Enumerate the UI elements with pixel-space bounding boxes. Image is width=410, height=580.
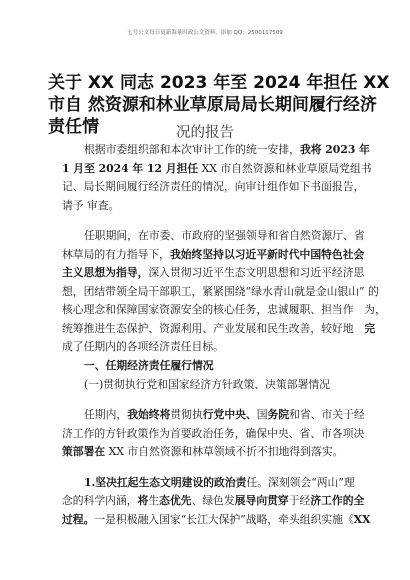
text-run: 行党中央、: [202, 408, 257, 422]
text-run: 想，团结带领全局干部职工，紧紧围绕“绿水青山就是金山银山” 的: [62, 284, 379, 298]
text-run: 态优先: [159, 494, 192, 508]
text-run: 任。深刻领会“两山”理: [246, 475, 355, 489]
text-run: 根据市委组织部和本次审计工作的统一安排，: [84, 143, 300, 156]
text-run: 策部署在: [62, 445, 106, 459]
text-line: [62, 141, 370, 160]
text-run: XX 市自然资源和林业草原局党组书: [198, 161, 372, 175]
text-run: 于经: [288, 494, 311, 508]
text-run: 展导向贯穿: [234, 494, 289, 508]
header-note: 七号公文每日更新海量时政公文资料，添加 QQ：2500117509: [127, 30, 283, 36]
text-run: XX 市自然资源和林草领域不折不扣地得到落实。: [105, 445, 344, 459]
text-run: 请予 审查。: [62, 198, 120, 212]
text-run: 、绿色发: [191, 494, 235, 508]
text-line: [62, 474, 355, 493]
text-run: 过程。: [62, 512, 95, 526]
text-run: 任职期间，在市委、市政府的坚强领导和省自然资源厅、省: [84, 229, 365, 243]
text-line: [62, 246, 365, 265]
text-line: [62, 406, 365, 425]
text-line: [62, 197, 348, 216]
text-run: 我始终坚持以习近平新时代中国特色社会: [169, 247, 365, 261]
text-run: 济工作的方针政策作为首要政治任务，确保中央、省、市各项决: [62, 426, 365, 440]
text-run: 我始终将: [127, 408, 171, 422]
text-run: 完: [364, 321, 376, 335]
section-heading: 一、任期经济责任履行情况: [84, 359, 214, 373]
report-subtitle: 况的报告: [176, 125, 234, 141]
text-run: 记、局长期间履行经济责任的情况，向审计组作如下书面报告，: [62, 180, 365, 194]
text-run: 林草局的有力指导下，: [62, 247, 170, 261]
title-line-2: 市自 然资源和林业草原局局长期间履行经济: [48, 95, 377, 115]
text-run: 念的科学内涵，: [62, 494, 138, 508]
text-line: [62, 425, 365, 444]
subsection-heading: (一)贯彻执行党和国家经济方针政策、决策部署情况: [84, 377, 330, 391]
paragraph-ecology: [62, 474, 371, 530]
text-run: XX: [353, 512, 371, 526]
text-run: 成了任期内的各项经济责任目标。: [62, 340, 224, 354]
text-line: [62, 492, 365, 511]
text-run: 任期内，: [84, 408, 128, 422]
text-line: [62, 283, 379, 302]
text-line: [62, 443, 348, 462]
text-line: [62, 227, 365, 246]
text-run: 1.坚决扛起生态文明建设的政治责: [84, 475, 247, 489]
paragraph-implementation: [62, 406, 365, 462]
text-line: [62, 338, 348, 357]
text-run: 国: [256, 408, 268, 422]
text-run: 和省、市关于经: [289, 408, 365, 422]
text-run: 1 月至 2024 年 12 月担任: [62, 161, 199, 175]
paragraph-overview: [62, 227, 386, 357]
paragraph-intro: [62, 141, 372, 215]
text-run: 贯彻执: [170, 408, 203, 422]
text-line: [62, 160, 372, 179]
title-line-1: 关于 XX 同志 2023 年至 2024 年担任 XX: [48, 73, 390, 93]
title-line-3: 责任情: [48, 117, 99, 137]
text-run: 生: [148, 494, 160, 508]
text-run: 核心理念和保障国家资源安全的核心任务，忠诚履职、担当作 为，: [62, 303, 386, 317]
text-run: 深入贯彻习近平生态文明思想和习近平经济思: [148, 266, 365, 280]
text-line: [62, 264, 365, 283]
text-run: 济工作的全: [310, 494, 365, 508]
text-run: 务院: [267, 408, 290, 422]
text-line: [62, 320, 376, 339]
text-line: [62, 301, 386, 320]
text-line: [62, 178, 365, 197]
text-run: 一是积极融入国家“长江大保护”战略，牵头组织实施《: [94, 512, 354, 526]
text-line: [62, 511, 371, 530]
report-body: [62, 141, 386, 529]
text-run: 统筹推进生态保护、资源利用、产业发展和民生改善，较好地: [62, 321, 365, 335]
text-run: 将: [137, 494, 149, 508]
text-run: 主义思想为指导，: [62, 266, 149, 280]
text-run: 我将 2023 年: [299, 143, 370, 156]
